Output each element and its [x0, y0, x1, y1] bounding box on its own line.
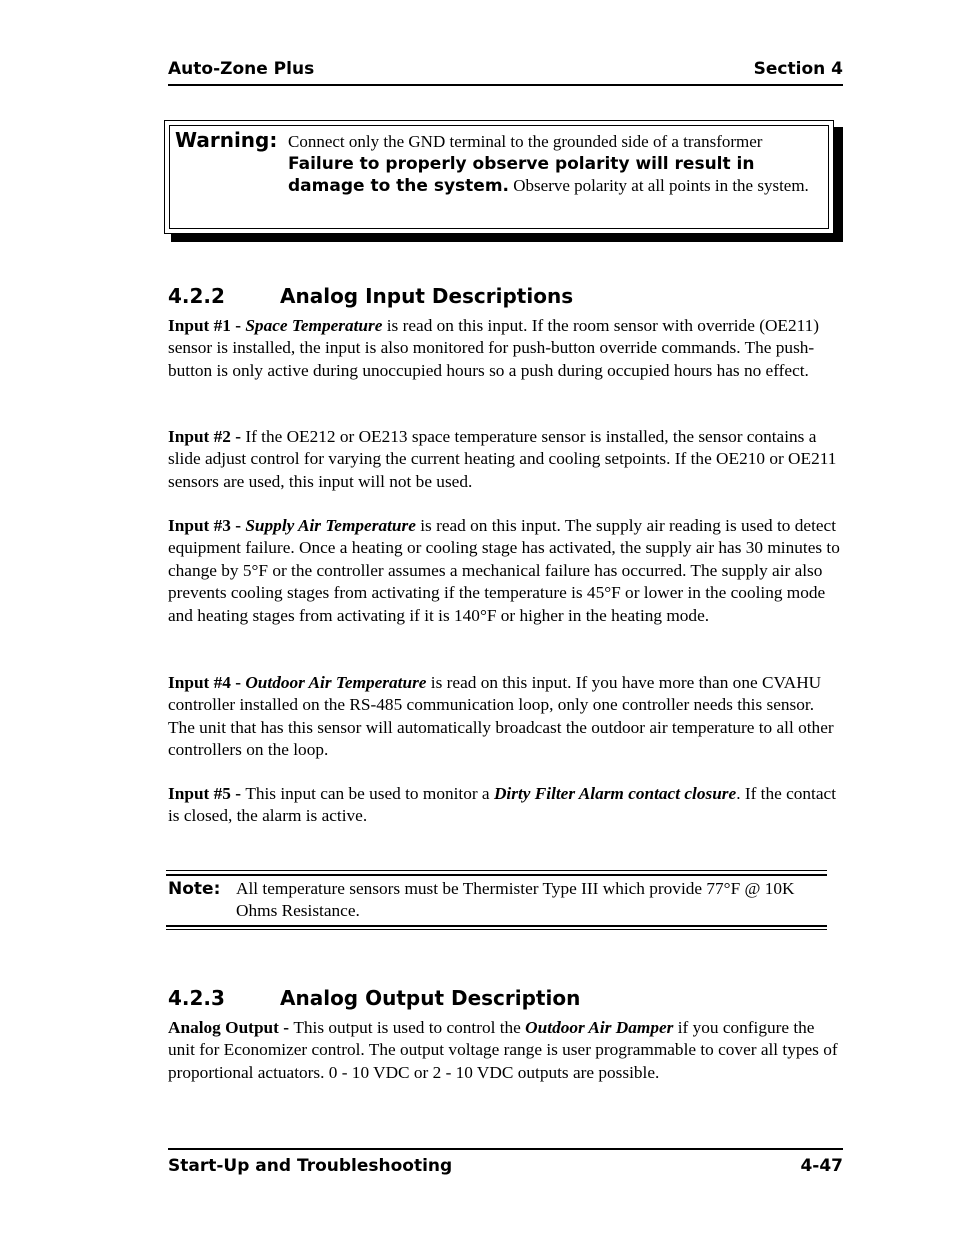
input-emphasis: Supply Air Temperature — [245, 516, 416, 535]
output-label: Analog Output - — [168, 1018, 294, 1037]
note-rule — [166, 925, 827, 927]
section-title: Analog Output Description — [280, 986, 581, 1010]
input-text: is read on this input. If you have more than one CVAHU controller installed on the RS-485 communication loop, only one controller needs this sensor. The unit that has this sensor will automatically broadcast the outdoor air temperature to all other controllers on the loop. — [168, 673, 834, 760]
note-rule — [166, 874, 827, 876]
input-emphasis: Dirty Filter Alarm contact closure — [493, 784, 737, 803]
input-label: Input #4 - — [168, 673, 246, 692]
section-number: 4.2.2 — [168, 284, 225, 308]
warning-label: Warning: — [175, 128, 278, 152]
paragraph-input-3 — [168, 515, 843, 627]
input-label: Input #3 - — [168, 516, 246, 535]
note-rule — [166, 870, 827, 871]
page-number: 4-47 — [800, 1156, 843, 1176]
note-label: Note: — [168, 879, 221, 899]
input-text: If the OE212 or OE213 space temperature sensor is installed, the sensor contains a slide adjust control for varying the current heating and cooling setpoints. If the OE210 or OE211 sensors are used, this input will not be used. — [168, 427, 837, 491]
paragraph-input-2 — [168, 426, 843, 493]
input-label: Input #2 - — [168, 427, 246, 446]
input-text-outro: . If the contact is closed, the alarm is active. — [168, 784, 837, 826]
section-number: 4.2.3 — [168, 986, 225, 1010]
paragraph-input-4 — [168, 672, 843, 762]
page-footer — [168, 1148, 843, 1180]
output-text-intro: This output is used to control the — [293, 1018, 526, 1037]
note-box — [166, 870, 827, 931]
section-title: Analog Input Descriptions — [280, 284, 574, 308]
warning-text — [288, 131, 818, 197]
header-title: Auto-Zone Plus — [168, 59, 315, 79]
footer-title: Start-Up and Troubleshooting — [168, 1156, 453, 1176]
input-text: is read on this input. If the room sensor with override (OE211) sensor is installed, the input is also monitored for push-button override commands. The push-button is only active during unoccupied hours so a push during occupied hours has no effect. — [168, 316, 820, 380]
section-heading-4-2-3 — [168, 986, 580, 1010]
input-label: Input #5 - — [168, 784, 246, 803]
header-section: Section 4 — [753, 59, 843, 79]
warning-text-outro: Observe polarity at all points in the system. — [509, 176, 809, 195]
section-heading-4-2-2 — [168, 284, 573, 308]
warning-text-intro: Connect only the GND terminal to the grounded side of a transformer — [288, 132, 763, 151]
warning-text-bold: Failure to properly observe polarity will result in damage to the system. — [288, 154, 755, 196]
input-label: Input #1 - — [168, 316, 246, 335]
input-text-intro: This input can be used to monitor a — [245, 784, 494, 803]
input-emphasis: Space Temperature — [245, 316, 383, 335]
input-text: is read on this input. The supply air reading is used to detect equipment failure. Once a heating or cooling stage has activated, the supply air has 30 minutes to change by 5°F or the controller assumes a mechanical failure has occurred. The supply air also prevents cooling stages from activating if the temperature is 45°F or lower in the cooling mode and heating stages from activating if it is 140°F or higher in the heating mode. — [168, 516, 840, 625]
output-emphasis: Outdoor Air Damper — [525, 1018, 674, 1037]
paragraph-analog-output — [168, 1017, 843, 1084]
page-header — [168, 58, 843, 86]
output-text-outro: if you configure the unit for Economizer control. The output voltage range is user programmable to cover all types of proportional actuators. 0 - 10 VDC or 2 - 10 VDC outputs are possible. — [168, 1018, 838, 1082]
paragraph-input-5 — [168, 783, 843, 828]
warning-box — [164, 120, 834, 234]
note-rule — [166, 929, 827, 930]
paragraph-input-1 — [168, 315, 843, 382]
note-text: All temperature sensors must be Thermister Type III which provide 77°F @ 10K Ohms Resistance. — [236, 879, 795, 921]
input-emphasis: Outdoor Air Temperature — [245, 673, 427, 692]
